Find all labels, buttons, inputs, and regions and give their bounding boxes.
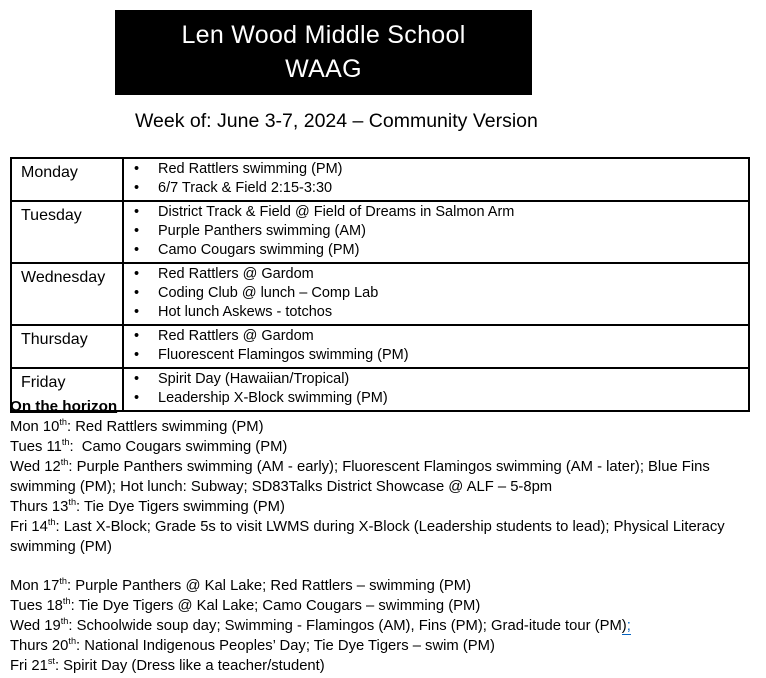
schedule-item-text: Leadership X-Block swimming (PM) [158, 390, 388, 406]
schedule-item [124, 284, 748, 303]
entry-day: Mon 10 [10, 419, 60, 435]
schedule-item [124, 346, 748, 365]
schedule-item [124, 241, 748, 260]
bullet-icon: • [134, 242, 140, 258]
entry-text: : Last X-Block; Grade 5s to visit LWMS during X-Block (Leadership students to lead); Physical Literacy swimming (PM) [10, 519, 725, 555]
entry-ordinal: th [59, 417, 67, 428]
entry-day: Tues 18 [10, 598, 63, 614]
schedule-item-text: Red Rattlers @ Gardom [158, 266, 314, 282]
horizon-section [10, 397, 758, 676]
entry-ordinal: th [62, 596, 71, 607]
entry-ordinal: th [60, 616, 69, 627]
items-cell-thursday [123, 325, 749, 368]
horizon-entry [10, 517, 758, 557]
on-the-horizon-heading: On the horizon [10, 398, 118, 415]
entry-text: : Red Rattlers swimming (PM) [67, 419, 264, 435]
schedule-item [124, 179, 748, 198]
table-row-thursday [11, 325, 749, 368]
entry-day: Fri 21 [10, 658, 48, 674]
entry-text: : Tie Dye Tigers @ Kal Lake; Camo Cougars – swimming (PM) [70, 598, 481, 614]
day-label-thursday: Thursday [11, 325, 123, 368]
week-of-line: Week of: June 3-7, 2024 – Community Version [135, 110, 538, 132]
schedule-item-text: Spirit Day (Hawaiian/Tropical) [158, 371, 350, 387]
day-label-wednesday: Wednesday [11, 263, 123, 325]
bullet-icon: • [134, 304, 140, 320]
table-row-monday [11, 158, 749, 201]
entry-text: : National Indigenous Peoples’ Day; Tie Dye Tigers – swim (PM) [76, 638, 495, 654]
schedule-item-text: Fluorescent Flamingos swimming (PM) [158, 347, 409, 363]
schedule-item-text: Purple Panthers swimming (AM) [158, 223, 366, 239]
horizon-entry [10, 576, 758, 596]
horizon-entry [10, 616, 758, 636]
schedule-item-text: Hot lunch Askews - totchos [158, 304, 333, 320]
day-label-monday: Monday [11, 158, 123, 201]
entry-text: : Schoolwide soup day; Swimming - Flamingos (AM), Fins (PM); Grad-itude tour (PM [68, 618, 622, 634]
entry-ordinal: th [60, 457, 69, 468]
grad-tour-suffix [622, 618, 631, 635]
bullet-icon: • [134, 328, 140, 344]
schedule-item [124, 203, 748, 222]
horizon-entry [10, 656, 758, 676]
entry-text: : Purple Panthers @ Kal Lake; Red Rattlers – swimming (PM) [67, 578, 471, 594]
entry-ordinal: st [47, 656, 55, 667]
bullet-icon: • [134, 204, 140, 220]
entry-day: Mon 17 [10, 578, 60, 594]
entry-text: : Purple Panthers swimming (AM - early); Fluorescent Flamingos swimming (AM - later); Blue Fins swimming (PM); Hot lunch: Subway; SD83Talks District Showcase @ ALF – 5-8pm [10, 459, 710, 495]
schedule-item-text: District Track & Field @ Field of Dreams in Salmon Arm [158, 204, 515, 220]
schedule-item-text: 6/7 Track & Field 2:15-3:30 [158, 180, 333, 196]
entry-ordinal: th [61, 437, 70, 448]
items-cell-monday [123, 158, 749, 201]
schedule-item [124, 265, 748, 284]
bullet-icon: • [134, 285, 140, 301]
entry-day: Thurs 13 [10, 499, 69, 515]
entry-text: : Spirit Day (Dress like a teacher/student) [54, 658, 325, 674]
horizon-entry [10, 497, 758, 517]
entry-ordinal: th [68, 636, 77, 647]
horizon-group-week2 [10, 576, 758, 676]
school-title-banner [115, 10, 532, 95]
schedule-item [124, 370, 748, 389]
bullet-icon: • [134, 223, 140, 239]
horizon-group-week1 [10, 417, 758, 557]
items-cell-wednesday [123, 263, 749, 325]
weekly-schedule-table [10, 157, 750, 412]
entry-ordinal: th [68, 497, 77, 508]
bullet-icon: • [134, 347, 140, 363]
waag-title: WAAG [285, 55, 362, 83]
entry-day: Wed 12 [10, 459, 61, 475]
school-name: Len Wood Middle School [181, 21, 466, 49]
bullet-icon: • [134, 371, 140, 387]
horizon-entry [10, 457, 758, 497]
entry-day: Thurs 20 [10, 638, 69, 654]
bullet-icon: • [134, 390, 140, 406]
horizon-entry [10, 437, 758, 457]
day-label-friday: Friday [11, 368, 123, 411]
entry-day: Fri 14 [10, 519, 48, 535]
bullet-icon: • [134, 161, 140, 177]
entry-day: Tues 11 [10, 439, 62, 455]
grad-tour-suffix-paren: ) [621, 618, 627, 634]
schedule-item-text: Red Rattlers @ Gardom [158, 328, 314, 344]
schedule-item [124, 222, 748, 241]
entry-ordinal: th [47, 517, 56, 528]
schedule-item [124, 327, 748, 346]
horizon-entry [10, 417, 758, 437]
schedule-item-text: Camo Cougars swimming (PM) [158, 242, 360, 258]
entry-ordinal: th [59, 576, 67, 587]
horizon-entry [10, 636, 758, 656]
schedule-item-text: Red Rattlers swimming (PM) [158, 161, 343, 177]
entry-day: Wed 19 [10, 618, 61, 634]
schedule-item-text: Coding Club @ lunch – Comp Lab [158, 285, 379, 301]
horizon-entry [10, 596, 758, 616]
entry-text: : Tie Dye Tigers swimming (PM) [76, 499, 285, 515]
items-cell-tuesday [123, 201, 749, 263]
day-label-tuesday: Tuesday [11, 201, 123, 263]
table-row-tuesday [11, 201, 749, 263]
bullet-icon: • [134, 266, 140, 282]
bullet-icon: • [134, 180, 140, 196]
entry-text: : Camo Cougars swimming (PM) [69, 439, 288, 455]
schedule-item [124, 303, 748, 322]
grad-tour-suffix-semicolon: ; [626, 618, 631, 634]
schedule-item [124, 160, 748, 179]
table-row-wednesday [11, 263, 749, 325]
